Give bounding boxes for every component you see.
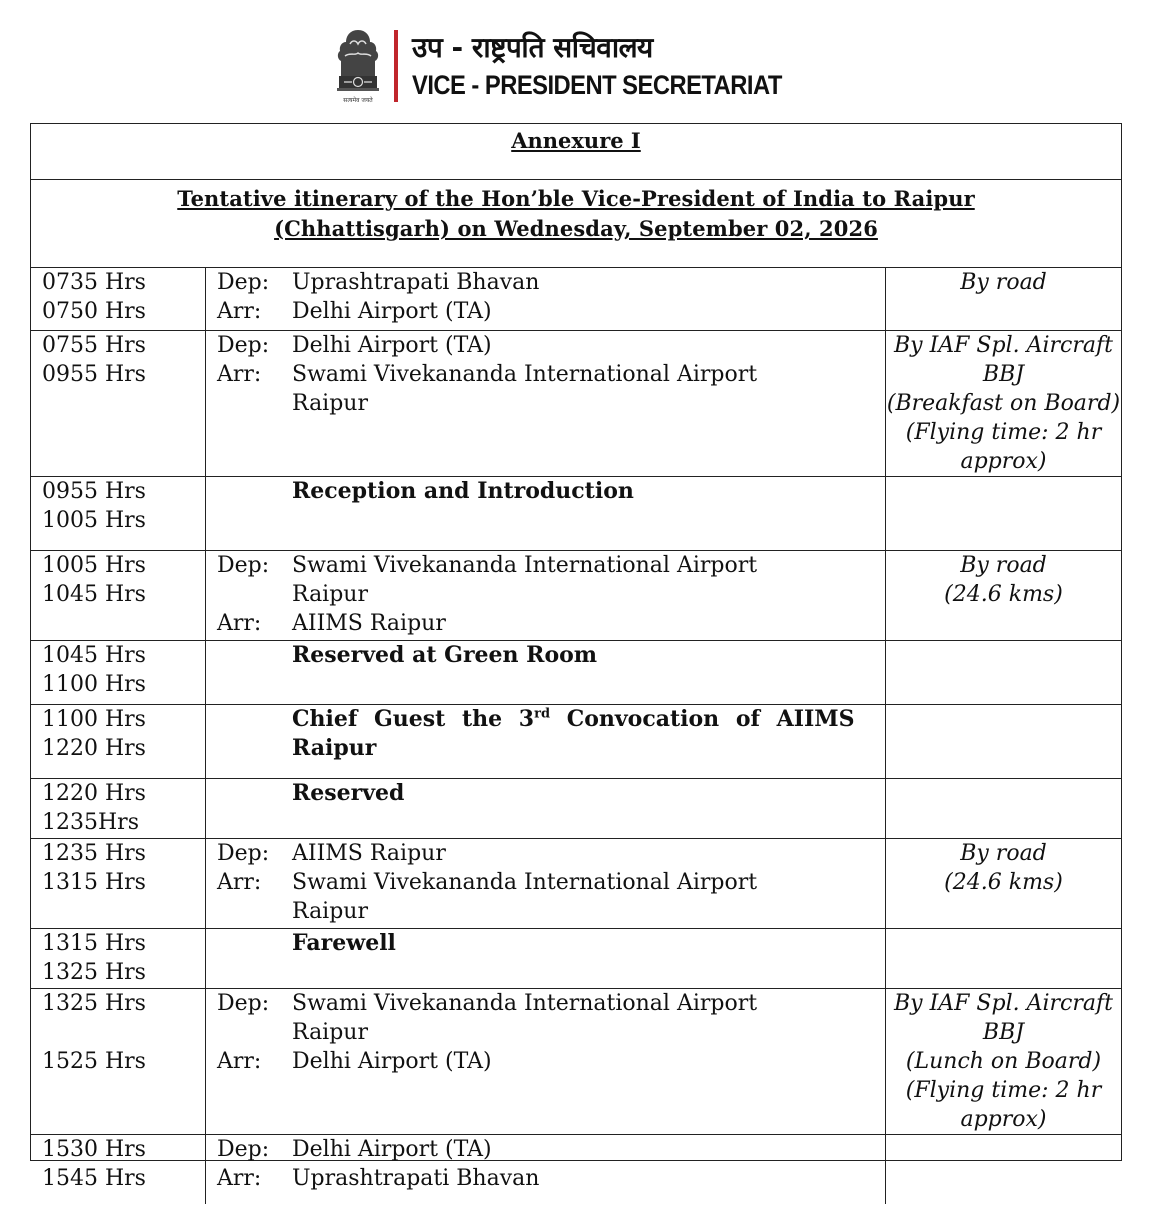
activity-cell: Chief Guest the 3rd Convocation of AIIMS Raipur bbox=[206, 704, 886, 778]
mode-cell: By road (24.6 kms) bbox=[886, 550, 1122, 640]
mode-cell: By road (24.6 kms) bbox=[886, 838, 1122, 928]
time-cell: 1530 Hrs 1545 Hrs bbox=[31, 1134, 206, 1204]
table-row bbox=[31, 268, 1121, 330]
activity-cell: Dep: AIIMS Raipur Arr: Swami Vivekananda International Airport Raipur bbox=[206, 838, 886, 928]
table-row bbox=[31, 988, 1121, 1134]
table-row bbox=[31, 640, 1121, 704]
mode-cell bbox=[886, 778, 1122, 838]
activity-cell: Dep: Swami Vivekananda International Airport Raipur Arr: AIIMS Raipur bbox=[206, 550, 886, 640]
table-row bbox=[31, 838, 1121, 928]
itinerary-table bbox=[31, 268, 1121, 1204]
annexure-heading bbox=[31, 124, 1121, 180]
activity-cell: Farewell bbox=[206, 928, 886, 988]
activity-cell: Reserved bbox=[206, 778, 886, 838]
table-row bbox=[31, 330, 1121, 476]
activity-cell: Dep: Uprashtrapati Bhavan Arr: Delhi Airport (TA) bbox=[206, 268, 886, 330]
mode-cell bbox=[886, 928, 1122, 988]
mode-cell: By IAF Spl. Aircraft BBJ (Lunch on Board) (Flying time: 2 hr approx) bbox=[886, 988, 1122, 1134]
time-cell: 1045 Hrs 1100 Hrs bbox=[31, 640, 206, 704]
english-title: VICE - PRESIDENT SECRETARIAT bbox=[412, 70, 782, 100]
activity-cell: Reserved at Green Room bbox=[206, 640, 886, 704]
time-cell: 0735 Hrs 0750 Hrs bbox=[31, 268, 206, 330]
time-cell: 1235 Hrs 1315 Hrs bbox=[31, 838, 206, 928]
time-cell: 0955 Hrs 1005 Hrs bbox=[31, 476, 206, 550]
mode-cell bbox=[886, 1134, 1122, 1204]
table-row bbox=[31, 1134, 1121, 1204]
table-row bbox=[31, 476, 1121, 550]
mode-cell bbox=[886, 704, 1122, 778]
time-cell: 1325 Hrs 1525 Hrs bbox=[31, 988, 206, 1134]
title-line-1: Tentative itinerary of the Hon’ble Vice-President of India to Raipur bbox=[177, 186, 975, 211]
table-row bbox=[31, 704, 1121, 778]
activity-cell: Dep: Swami Vivekananda International Airport Raipur Arr: Delhi Airport (TA) bbox=[206, 988, 886, 1134]
activity-cell: Reception and Introduction bbox=[206, 476, 886, 550]
time-cell: 0755 Hrs 0955 Hrs bbox=[31, 330, 206, 476]
time-cell: 1005 Hrs 1045 Hrs bbox=[31, 550, 206, 640]
header-divider bbox=[394, 30, 398, 102]
national-emblem-icon bbox=[330, 26, 386, 106]
activity-cell: Dep: Delhi Airport (TA) Arr: Uprashtrapati Bhavan bbox=[206, 1134, 886, 1204]
table-row bbox=[31, 550, 1121, 640]
activity-cell: Dep: Delhi Airport (TA) Arr: Swami Vivekananda International Airport Raipur bbox=[206, 330, 886, 476]
mode-cell bbox=[886, 640, 1122, 704]
time-cell: 1315 Hrs 1325 Hrs bbox=[31, 928, 206, 988]
hindi-title: उप - राष्ट्रपति सचिवालय bbox=[412, 31, 653, 64]
table-row bbox=[31, 778, 1121, 838]
letterhead bbox=[330, 26, 782, 108]
mode-cell: By road bbox=[960, 270, 1047, 295]
time-cell: 1100 Hrs 1220 Hrs bbox=[31, 704, 206, 778]
title-line-2: (Chhattisgarh) on Wednesday, September 02, 2026 bbox=[274, 216, 878, 241]
itinerary-document bbox=[30, 123, 1122, 1191]
time-cell: 1220 Hrs 1235Hrs bbox=[31, 778, 206, 838]
table-row bbox=[31, 928, 1121, 988]
mode-cell bbox=[886, 476, 1122, 550]
itinerary-title bbox=[31, 180, 1121, 268]
emblem-caption: सत्यमेव जयते bbox=[343, 97, 373, 104]
mode-cell: By IAF Spl. Aircraft BBJ (Breakfast on Board) (Flying time: 2 hr approx) bbox=[886, 330, 1122, 476]
annexure-label: Annexure I bbox=[511, 128, 641, 153]
